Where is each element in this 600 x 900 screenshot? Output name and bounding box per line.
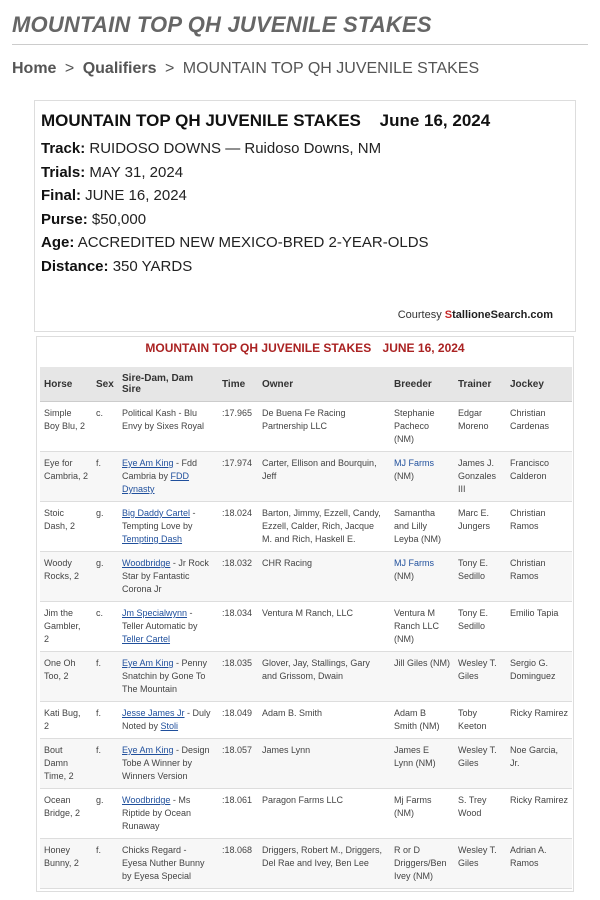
trainer-cell: S. Trey Wood: [454, 789, 506, 839]
pedigree-cell: Eye Am King - Design Tobe A Winner by Winners Version: [118, 739, 218, 789]
breeder-cell: [390, 789, 454, 839]
dam-sire-name: Winners Version: [122, 771, 188, 781]
results-panel: [36, 336, 574, 892]
time-cell: :17.965: [218, 402, 258, 452]
breeder-name: Adam B Smith (NM): [394, 708, 440, 731]
pedigree-cell: Eye Am King - Fdd Cambria by FDD Dynasty: [118, 452, 218, 502]
breadcrumb-qualifiers-link[interactable]: Qualifiers: [82, 60, 157, 77]
jockey-cell: Christian Ramos: [506, 552, 572, 602]
results-race-name: MOUNTAIN TOP QH JUVENILE STAKES: [145, 341, 372, 355]
owner-cell: Barton, Jimmy, Ezzell, Candy, Ezzell, Calder, Rich, Jacque M. and Rich, Haskell E.: [258, 502, 390, 552]
horse-cell: Kati Bug, 2: [40, 702, 92, 739]
results-table: [40, 367, 572, 889]
sire-name[interactable]: Eye Am King: [122, 458, 174, 468]
breeder-cell: [390, 839, 454, 889]
column-header: Sire-Dam, Dam Sire: [118, 367, 218, 402]
breeder-name: Ventura M Ranch LLC (NM): [394, 608, 440, 644]
owner-cell: De Buena Fe Racing Partnership LLC: [258, 402, 390, 452]
breadcrumb: [12, 60, 479, 78]
sex-cell: g.: [92, 552, 118, 602]
jockey-cell: Emilio Tapia: [506, 602, 572, 652]
time-cell: :18.057: [218, 739, 258, 789]
sire-name[interactable]: Woodbridge: [122, 558, 171, 568]
breeder-cell: [390, 452, 454, 502]
jockey-cell: Ricky Ramirez: [506, 702, 572, 739]
age-value: ACCREDITED NEW MEXICO-BRED 2-YEAR-OLDS: [77, 234, 429, 251]
breeder-cell: [390, 602, 454, 652]
column-header: Breeder: [390, 367, 454, 402]
pedigree-cell: Jesse James Jr - Duly Noted by Stoli: [118, 702, 218, 739]
breeder-state: (NM): [394, 571, 414, 581]
dam-sire-name[interactable]: Teller Cartel: [122, 634, 171, 644]
sire-name[interactable]: Eye Am King: [122, 745, 174, 755]
dam-name: Blu Envy: [122, 408, 198, 431]
sex-cell: c.: [92, 402, 118, 452]
table-row: [40, 702, 572, 739]
purse-value: $50,000: [91, 210, 147, 228]
table-row: [40, 402, 572, 452]
breeder-name[interactable]: MJ Farms: [394, 558, 434, 568]
breadcrumb-separator: >: [164, 60, 175, 77]
table-row: [40, 789, 572, 839]
race-name: MOUNTAIN TOP QH JUVENILE STAKES: [41, 111, 361, 130]
trainer-cell: Marc E. Jungers: [454, 502, 506, 552]
table-row: [40, 552, 572, 602]
age-line: [41, 231, 569, 255]
dam-name: Duly Noted: [122, 708, 211, 731]
breadcrumb-separator: >: [64, 60, 75, 77]
race-heading: [41, 111, 569, 131]
trainer-cell: Edgar Moreno: [454, 402, 506, 452]
dam-sire-name[interactable]: FDD Dynasty: [122, 471, 190, 494]
sex-cell: f.: [92, 702, 118, 739]
owner-cell: CHR Racing: [258, 552, 390, 602]
time-cell: :18.034: [218, 602, 258, 652]
breadcrumb-home-link[interactable]: Home: [12, 60, 57, 77]
table-row: [40, 739, 572, 789]
owner-cell: Paragon Farms LLC: [258, 789, 390, 839]
jockey-cell: Adrian A. Ramos: [506, 839, 572, 889]
table-row: [40, 502, 572, 552]
breeder-cell: [390, 739, 454, 789]
final-label: Final:: [41, 187, 81, 204]
dam-sire-name: Eyesa Special: [134, 871, 192, 881]
breeder-name: Samantha and Lilly Leyba (NM): [394, 508, 442, 544]
breeder-cell: [390, 552, 454, 602]
horse-cell: Eye for Cambria, 2: [40, 452, 92, 502]
time-cell: :18.035: [218, 652, 258, 702]
owner-cell: Glover, Jay, Stallings, Gary and Grissom, Dwain: [258, 652, 390, 702]
pedigree-cell: Jm Specialwynn - Teller Automatic by Teller Cartel: [118, 602, 218, 652]
time-cell: :18.032: [218, 552, 258, 602]
pedigree-cell: Eye Am King - Penny Snatchin by Gone To The Mountain: [118, 652, 218, 702]
trainer-cell: James J. Gonzales III: [454, 452, 506, 502]
time-cell: :18.024: [218, 502, 258, 552]
column-header: Time: [218, 367, 258, 402]
breeder-cell: [390, 502, 454, 552]
distance-label: Distance:: [41, 257, 109, 275]
horse-cell: Bout Damn Time, 2: [40, 739, 92, 789]
courtesy-credit: [398, 309, 553, 321]
owner-cell: Ventura M Ranch, LLC: [258, 602, 390, 652]
jockey-cell: Noe Garcia, Jr.: [506, 739, 572, 789]
breeder-name: Mj Farms (NM): [394, 795, 432, 818]
owner-cell: James Lynn: [258, 739, 390, 789]
pedigree-cell: Woodbridge - Ms Riptide by Ocean Runaway: [118, 789, 218, 839]
results-race-date: JUNE 16, 2024: [382, 341, 465, 355]
trainer-cell: Wesley T. Giles: [454, 652, 506, 702]
sire-name[interactable]: Woodbridge: [122, 795, 171, 805]
column-header: Horse: [40, 367, 92, 402]
race-date: June 16, 2024: [379, 111, 491, 130]
horse-cell: Woody Rocks, 2: [40, 552, 92, 602]
owner-cell: Carter, Ellison and Bourquin, Jeff: [258, 452, 390, 502]
trials-label: Trials:: [41, 163, 86, 181]
trials-value: MAY 31, 2024: [89, 163, 184, 181]
dam-sire-name: Sixes Royal: [156, 421, 205, 431]
dam-name: Ms Riptide: [122, 795, 191, 818]
breeder-cell: [390, 702, 454, 739]
sire-name[interactable]: Jesse James Jr: [122, 708, 185, 718]
table-row: [40, 839, 572, 889]
pedigree-cell: Big Daddy Cartel - Tempting Love by Tempting Dash: [118, 502, 218, 552]
dam-name: Penny Snatchin: [122, 658, 208, 681]
sex-cell: c.: [92, 602, 118, 652]
distance-value: 350 YARDS: [112, 257, 193, 275]
horse-cell: Stoic Dash, 2: [40, 502, 92, 552]
column-header: Jockey: [506, 367, 572, 402]
horse-cell: Jim the Gambler, 2: [40, 602, 92, 652]
jockey-cell: Christian Ramos: [506, 502, 572, 552]
sex-cell: f.: [92, 839, 118, 889]
owner-cell: Adam B. Smith: [258, 702, 390, 739]
dam-name: Tempting Love: [122, 521, 181, 531]
horse-cell: Simple Boy Blu, 2: [40, 402, 92, 452]
trainer-cell: Wesley T. Giles: [454, 839, 506, 889]
jockey-cell: Francisco Calderon: [506, 452, 572, 502]
time-cell: :18.049: [218, 702, 258, 739]
table-row: [40, 602, 572, 652]
final-line: [41, 184, 569, 208]
track-line: [41, 137, 569, 161]
dam-name: Design Tobe A Winner: [122, 745, 210, 768]
time-cell: :18.061: [218, 789, 258, 839]
stallionsearch-logo[interactable]: StallioneSearch.com: [444, 309, 553, 321]
purse-line: [41, 208, 569, 232]
trainer-cell: Tony E. Sedillo: [454, 552, 506, 602]
final-value: JUNE 16, 2024: [85, 187, 187, 204]
breeder-name: R or D Driggers/Ben Ivey (NM): [394, 845, 447, 881]
sex-cell: g.: [92, 502, 118, 552]
pedigree-cell: Woodbridge - Jr Rock Star by Fantastic Corona Jr: [118, 552, 218, 602]
breeder-cell: [390, 652, 454, 702]
breadcrumb-current: MOUNTAIN TOP QH JUVENILE STAKES: [182, 60, 480, 77]
sire-name: Chicks Regard: [122, 845, 182, 855]
sex-cell: f.: [92, 739, 118, 789]
dam-sire-name: Fantastic Corona Jr: [122, 571, 190, 594]
dam-name: Teller Automatic: [122, 621, 186, 631]
results-title: [37, 337, 573, 367]
breeder-name[interactable]: MJ Farms: [394, 458, 434, 468]
horse-cell: Honey Bunny, 2: [40, 839, 92, 889]
courtesy-label: Courtesy: [397, 309, 442, 321]
distance-line: [41, 255, 569, 279]
sire-name[interactable]: Jm Specialwynn: [122, 608, 188, 618]
dam-sire-name[interactable]: Tempting Dash: [122, 534, 183, 544]
sire-name: Political Kash: [122, 408, 177, 418]
table-row: [40, 452, 572, 502]
trials-line: [41, 161, 569, 185]
sex-cell: g.: [92, 789, 118, 839]
time-cell: :18.068: [218, 839, 258, 889]
breeder-name: Jill Giles (NM): [394, 658, 450, 668]
owner-cell: Driggers, Robert M., Driggers, Del Rae and Ivey, Ben Lee: [258, 839, 390, 889]
time-cell: :17.974: [218, 452, 258, 502]
jockey-cell: Christian Cardenas: [506, 402, 572, 452]
dam-sire-name: Gone To The Mountain: [122, 671, 206, 694]
pedigree-cell: Political Kash - Blu Envy by Sixes Royal: [118, 402, 218, 452]
horse-cell: Ocean Bridge, 2: [40, 789, 92, 839]
pedigree-cell: Chicks Regard - Eyesa Nuther Bunny by Eyesa Special: [118, 839, 218, 889]
breeder-state: (NM): [394, 471, 414, 481]
dam-name: Fdd Cambria: [122, 458, 198, 481]
column-header: Sex: [92, 367, 118, 402]
dam-sire-name[interactable]: Stoli: [160, 721, 179, 731]
track-label: Track:: [41, 140, 86, 157]
results-header-row: [40, 367, 572, 402]
race-info-card: [34, 100, 576, 332]
dam-name: Jr Rock Star: [122, 558, 209, 581]
track-value: RUIDOSO DOWNS — Ruidoso Downs, NM: [89, 140, 382, 157]
sire-name[interactable]: Big Daddy Cartel: [122, 508, 191, 518]
trainer-cell: Tony E. Sedillo: [454, 602, 506, 652]
jockey-cell: Sergio G. Dominguez: [506, 652, 572, 702]
dam-sire-name: Ocean Runaway: [122, 808, 192, 831]
trainer-cell: Toby Keeton: [454, 702, 506, 739]
jockey-cell: Ricky Ramirez: [506, 789, 572, 839]
breeder-name: James E Lynn (NM): [394, 745, 436, 768]
dam-name: Eyesa Nuther Bunny: [122, 858, 205, 868]
sire-name[interactable]: Eye Am King: [122, 658, 174, 668]
sex-cell: f.: [92, 652, 118, 702]
age-label: Age:: [41, 234, 75, 251]
breeder-cell: [390, 402, 454, 452]
sex-cell: f.: [92, 452, 118, 502]
breeder-name: Stephanie Pacheco (NM): [394, 408, 435, 444]
column-header: Trainer: [454, 367, 506, 402]
purse-label: Purse:: [41, 210, 88, 228]
table-row: [40, 652, 572, 702]
page-title: MOUNTAIN TOP QH JUVENILE STAKES: [12, 12, 588, 45]
results-body: [40, 402, 572, 889]
column-header: Owner: [258, 367, 390, 402]
horse-cell: One Oh Too, 2: [40, 652, 92, 702]
trainer-cell: Wesley T. Giles: [454, 739, 506, 789]
